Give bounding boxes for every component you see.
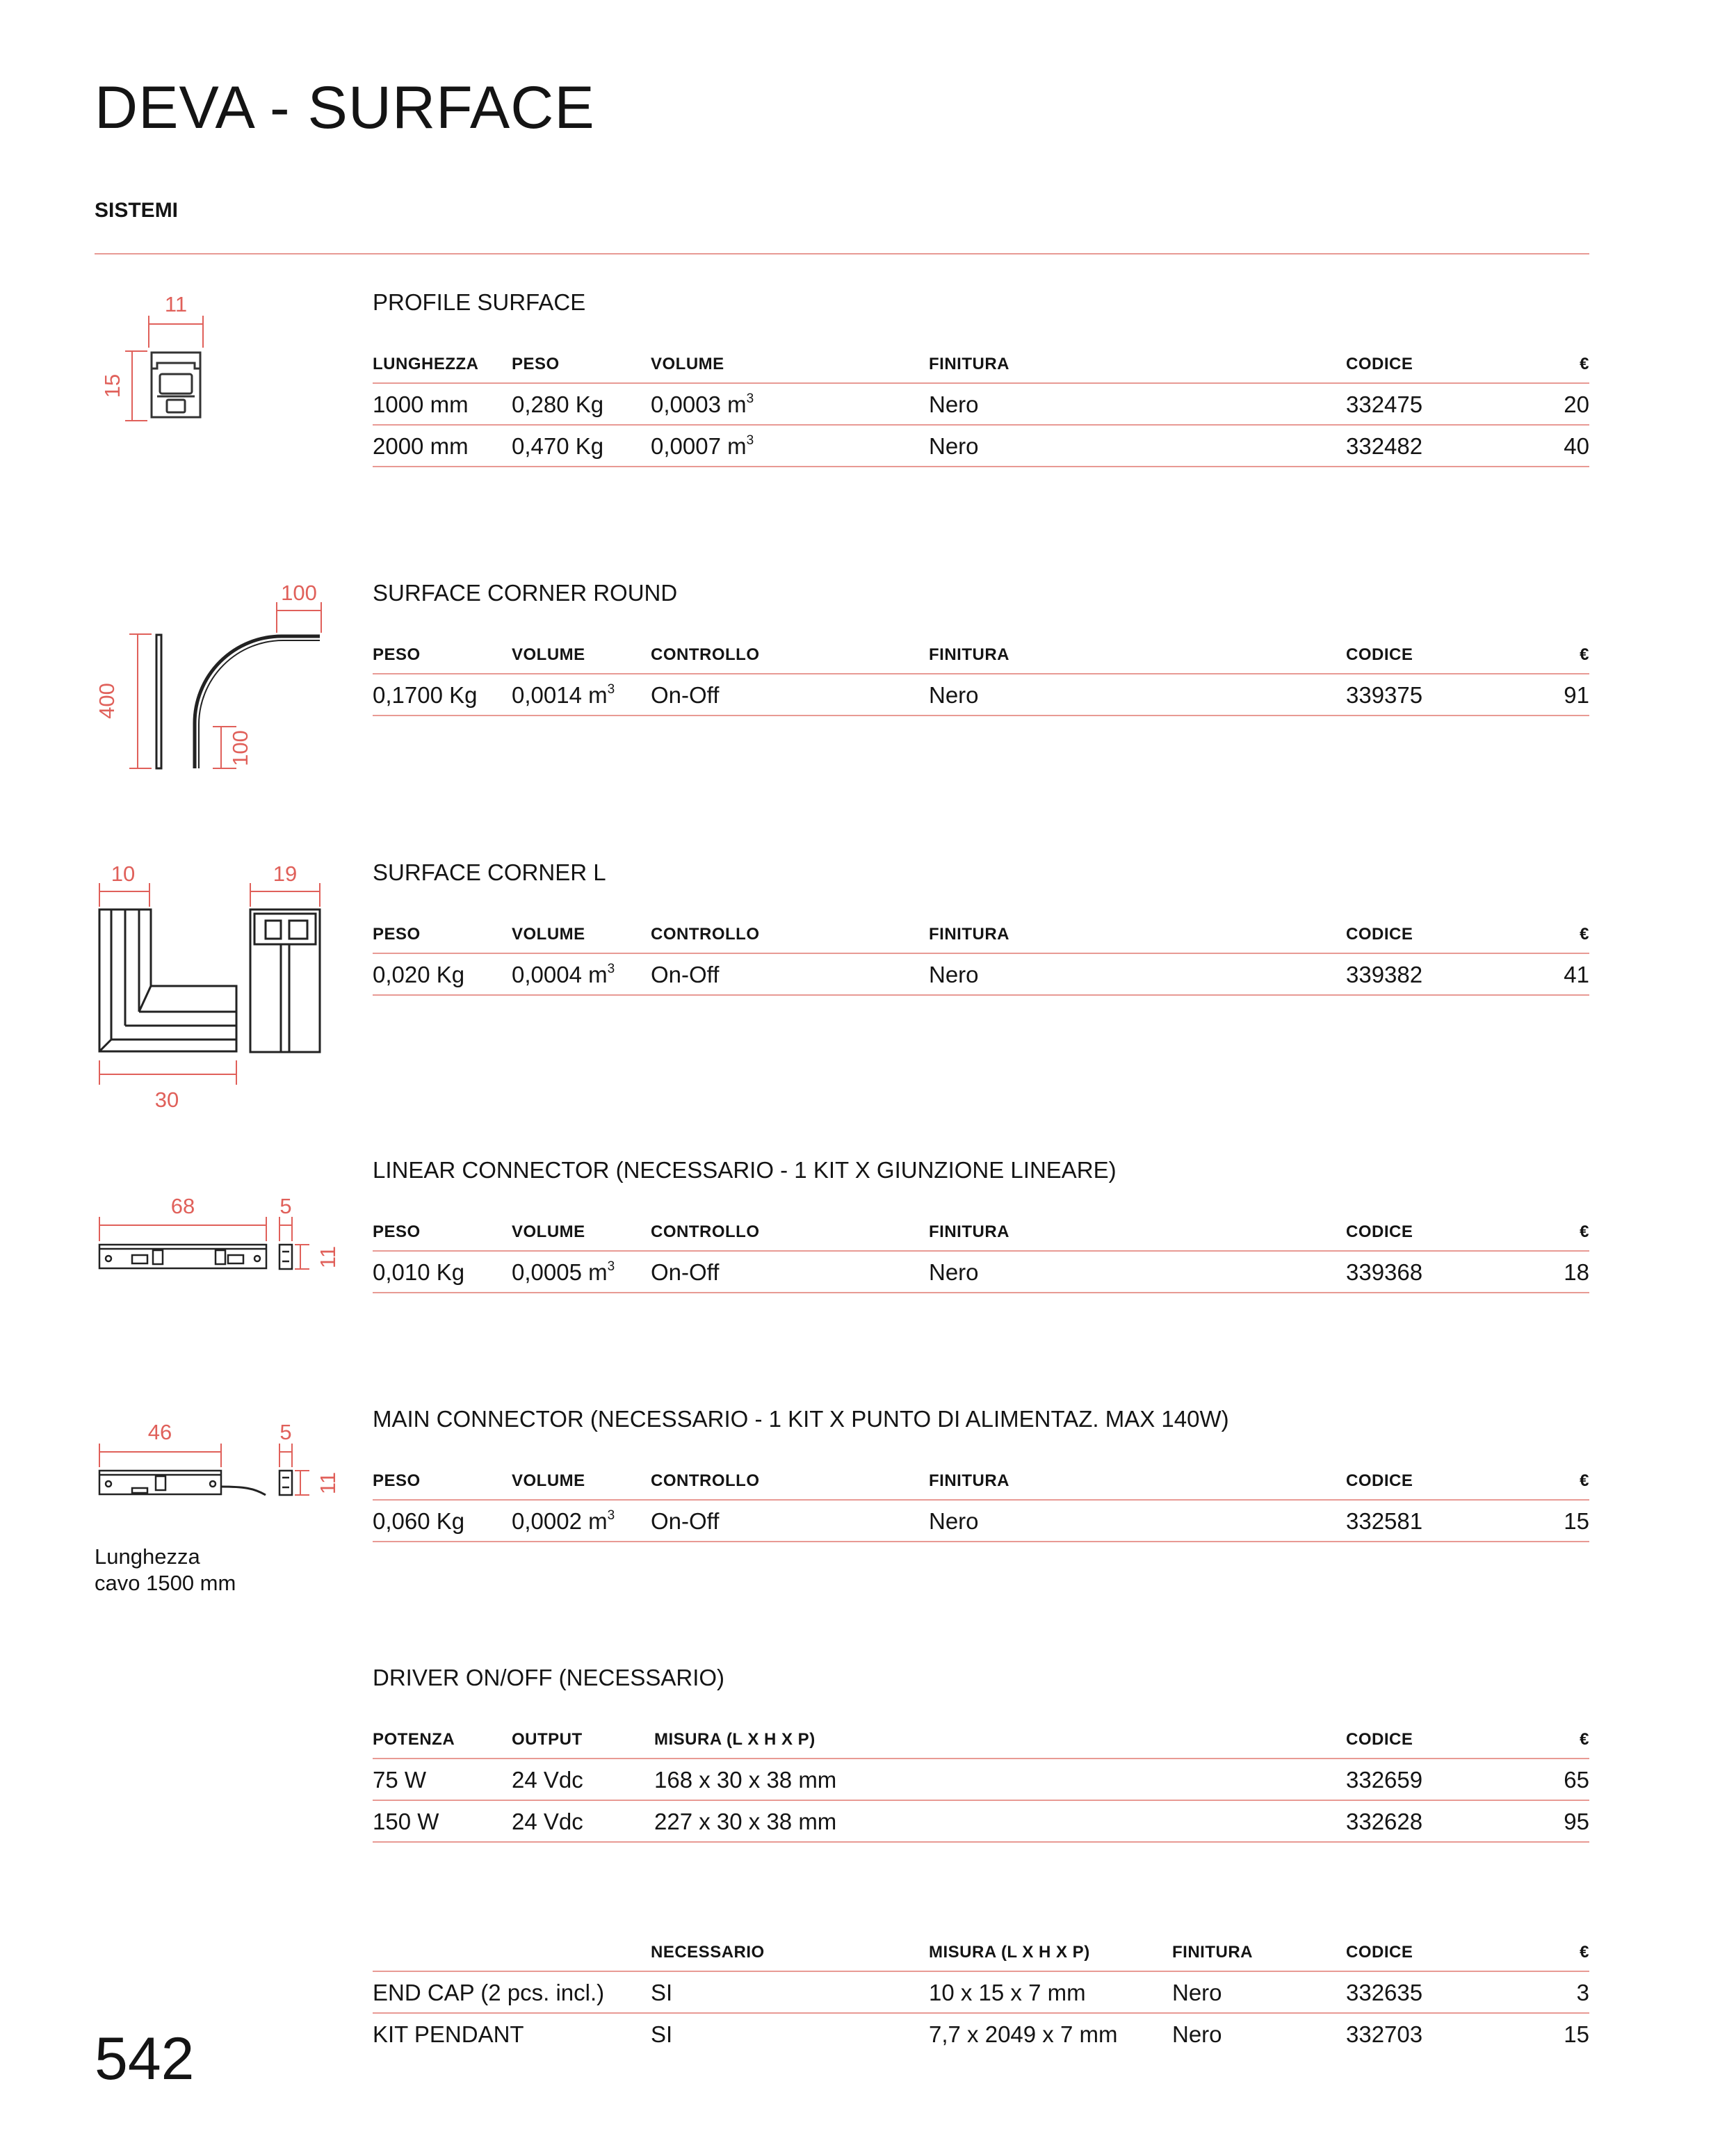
dimension-label: 19 (273, 862, 298, 886)
column-header: € (1520, 1944, 1589, 1971)
table-cell: 18 (1520, 1251, 1589, 1293)
table-cell: On-Off (651, 1500, 929, 1542)
column-header: CONTROLLO (651, 1224, 929, 1251)
dimension-label: 11 (316, 1471, 340, 1495)
column-header: FINITURA (929, 647, 1346, 674)
dimension-label: 11 (164, 292, 188, 316)
column-header: OUTPUT (512, 1731, 654, 1759)
column-header: NECESSARIO (651, 1944, 929, 1971)
column-header: VOLUME (512, 1473, 651, 1500)
section-title: PROFILE SURFACE (373, 289, 586, 315)
dimension-label: 400 (95, 683, 119, 719)
table-cell: SI (651, 1971, 929, 2013)
section-main-connector (373, 1407, 1589, 1542)
column-header: POTENZA (373, 1731, 512, 1759)
column-header: CODICE (1346, 1731, 1520, 1759)
table-cell: Nero (929, 425, 1346, 467)
column-header: CODICE (1346, 1944, 1520, 1971)
caption-line: Lunghezza (95, 1544, 200, 1569)
dimension-label: 11 (316, 1245, 340, 1269)
header-divider (95, 253, 1589, 254)
table-cell: On-Off (651, 674, 929, 716)
column-header (373, 1944, 651, 1971)
column-header: CONTROLLO (651, 647, 929, 674)
column-header: € (1520, 1731, 1589, 1759)
spec-table (373, 926, 1589, 996)
caption-line: cavo 1500 mm (95, 1571, 236, 1595)
volume-value: 0,0014 m (512, 681, 608, 708)
column-header: LUNGHEZZA (373, 356, 512, 383)
table-cell: 40 (1520, 425, 1589, 467)
table-cell: 15 (1520, 1500, 1589, 1542)
column-header: € (1520, 926, 1589, 953)
table-cell: Nero (1172, 1971, 1346, 2013)
table-cell: 0,010 Kg (373, 1251, 512, 1293)
section-profile-surface (373, 291, 1589, 467)
page-number: 542 (95, 2026, 195, 2092)
table-cell: SI (651, 2021, 673, 2047)
column-header: CONTROLLO (651, 926, 929, 953)
section-accessories (373, 1944, 1589, 2054)
spec-table (373, 1731, 1589, 1843)
table-cell-volume (512, 1251, 651, 1293)
table-cell-volume (512, 953, 651, 995)
table-cell: Nero (929, 383, 1346, 425)
table-row (373, 1500, 1589, 1542)
volume-value: 0,0007 m (651, 433, 747, 459)
column-header: MISURA (L X H X P) (654, 1731, 1346, 1759)
corner-round-drawing (70, 570, 334, 793)
table-cell: 332635 (1346, 1971, 1520, 2013)
column-header: FINITURA (929, 1473, 1346, 1500)
table-cell: KIT PENDANT (373, 2021, 524, 2047)
table-cell: 24 Vdc (512, 1759, 654, 1800)
dimension-label: 68 (170, 1194, 195, 1218)
spec-table (373, 1944, 1589, 2054)
table-row (373, 425, 1589, 467)
column-header: PESO (373, 647, 512, 674)
table-cell: On-Off (651, 1251, 929, 1293)
volume-exponent: 3 (607, 1508, 615, 1523)
table-row (373, 1800, 1589, 1842)
table-cell: END CAP (2 pcs. incl.) (373, 1971, 651, 2013)
table-cell: Nero (929, 1500, 1346, 1542)
column-header: € (1520, 1224, 1589, 1251)
table-row (373, 2013, 1589, 2054)
table-cell: Nero (929, 1251, 1346, 1293)
dimension-label: 5 (279, 1194, 292, 1218)
column-header: FINITURA (929, 926, 1346, 953)
table-cell: 0,280 Kg (512, 383, 651, 425)
spec-table (373, 647, 1589, 716)
table-row (373, 1251, 1589, 1293)
column-header: FINITURA (929, 1224, 1346, 1251)
column-header: € (1520, 1473, 1589, 1500)
table-row (373, 953, 1589, 995)
section-title: SURFACE CORNER L (373, 859, 606, 885)
volume-exponent: 3 (746, 433, 754, 448)
table-cell: 339375 (1346, 674, 1520, 716)
dimension-label: 100 (228, 730, 252, 766)
spec-table (373, 1224, 1589, 1293)
section-title: DRIVER ON/OFF (NECESSARIO) (373, 1665, 725, 1690)
section-linear-connector (373, 1158, 1589, 1293)
section-corner-l (373, 861, 1589, 996)
column-header: € (1520, 356, 1589, 383)
volume-value: 0,0005 m (512, 1259, 608, 1285)
volume-value: 0,0004 m (512, 961, 608, 987)
dimension-label: 15 (100, 373, 124, 398)
column-header: VOLUME (512, 926, 651, 953)
section-title: MAIN CONNECTOR (NECESSARIO - 1 KIT X PUNTO DI ALIMENTAZ. MAX 140W) (373, 1406, 1229, 1432)
corner-l-drawing (83, 848, 334, 1126)
page-title: DEVA - SURFACE (95, 74, 595, 141)
table-cell: 339382 (1346, 953, 1520, 995)
table-cell: 95 (1520, 1800, 1589, 1842)
volume-exponent: 3 (607, 961, 615, 976)
table-cell: 332659 (1346, 1759, 1520, 1800)
section-subtitle: SISTEMI (95, 199, 179, 222)
table-cell: 41 (1520, 953, 1589, 995)
cable-length-caption (95, 1544, 236, 1597)
column-header: CODICE (1346, 926, 1520, 953)
section-title: LINEAR CONNECTOR (NECESSARIO - 1 KIT X GIUNZIONE LINEARE) (373, 1157, 1117, 1183)
table-cell: 227 x 30 x 38 mm (654, 1800, 1346, 1842)
table-cell: Nero (929, 674, 1346, 716)
table-row (373, 383, 1589, 425)
table-cell: Nero (929, 953, 1346, 995)
table-cell: 0,470 Kg (512, 425, 651, 467)
table-cell: 20 (1520, 383, 1589, 425)
column-header: FINITURA (929, 356, 1346, 383)
column-header: VOLUME (651, 356, 929, 383)
column-header: VOLUME (512, 1224, 651, 1251)
column-header: € (1520, 647, 1589, 674)
table-cell: On-Off (651, 953, 929, 995)
table-row (373, 1759, 1589, 1800)
table-cell: 1000 mm (373, 383, 512, 425)
table-cell: 65 (1520, 1759, 1589, 1800)
table-cell: 75 W (373, 1759, 512, 1800)
section-corner-round (373, 581, 1589, 716)
column-header: PESO (373, 1473, 512, 1500)
table-cell-volume (651, 425, 929, 467)
table-cell: 15 (1564, 2021, 1589, 2047)
table-cell: 332703 (1346, 2021, 1423, 2047)
table-cell: 10 x 15 x 7 mm (929, 1971, 1172, 2013)
dimension-label: 100 (281, 581, 317, 605)
table-cell: 332581 (1346, 1500, 1520, 1542)
table-cell: 0,060 Kg (373, 1500, 512, 1542)
volume-exponent: 3 (607, 1259, 615, 1274)
dimension-label: 5 (279, 1420, 292, 1444)
table-cell: 2000 mm (373, 425, 512, 467)
volume-exponent: 3 (607, 681, 615, 697)
table-cell-volume (512, 1500, 651, 1542)
column-header: MISURA (L X H X P) (929, 1944, 1172, 1971)
table-cell: 0,020 Kg (373, 953, 512, 995)
spec-table (373, 356, 1589, 467)
dimension-label: 46 (147, 1420, 172, 1444)
column-header: PESO (373, 926, 512, 953)
table-cell: 7,7 x 2049 x 7 mm (929, 2021, 1118, 2047)
dimension-label: 30 (154, 1088, 179, 1112)
table-cell: 0,1700 Kg (373, 674, 512, 716)
table-row (373, 674, 1589, 716)
dimension-label: 10 (111, 862, 136, 886)
table-cell: 3 (1520, 1971, 1589, 2013)
volume-value: 0,0003 m (651, 391, 747, 417)
section-title: SURFACE CORNER ROUND (373, 580, 678, 606)
main-connector-drawing (83, 1391, 348, 1509)
column-header: CODICE (1346, 1224, 1520, 1251)
column-header: PESO (373, 1224, 512, 1251)
table-cell-volume (512, 674, 651, 716)
column-header: FINITURA (1172, 1944, 1346, 1971)
profile-surface-drawing (90, 285, 229, 431)
volume-value: 0,0002 m (512, 1508, 608, 1534)
section-driver (373, 1666, 1589, 1843)
table-cell: 91 (1520, 674, 1589, 716)
linear-connector-drawing (83, 1175, 348, 1286)
column-header: PESO (512, 356, 651, 383)
column-header: CONTROLLO (651, 1473, 929, 1500)
table-cell: 332628 (1346, 1800, 1520, 1842)
table-cell: 168 x 30 x 38 mm (654, 1759, 1346, 1800)
column-header: CODICE (1346, 356, 1520, 383)
table-cell: 339368 (1346, 1251, 1520, 1293)
table-cell: 24 Vdc (512, 1800, 654, 1842)
table-row (373, 1971, 1589, 2013)
table-cell: 332482 (1346, 425, 1520, 467)
spec-table (373, 1473, 1589, 1542)
column-header: CODICE (1346, 1473, 1520, 1500)
column-header: CODICE (1346, 647, 1520, 674)
column-header: VOLUME (512, 647, 651, 674)
table-cell: 150 W (373, 1800, 512, 1842)
table-cell: 332475 (1346, 383, 1520, 425)
volume-exponent: 3 (746, 391, 754, 406)
table-cell: Nero (1172, 2021, 1222, 2047)
table-cell-volume (651, 383, 929, 425)
